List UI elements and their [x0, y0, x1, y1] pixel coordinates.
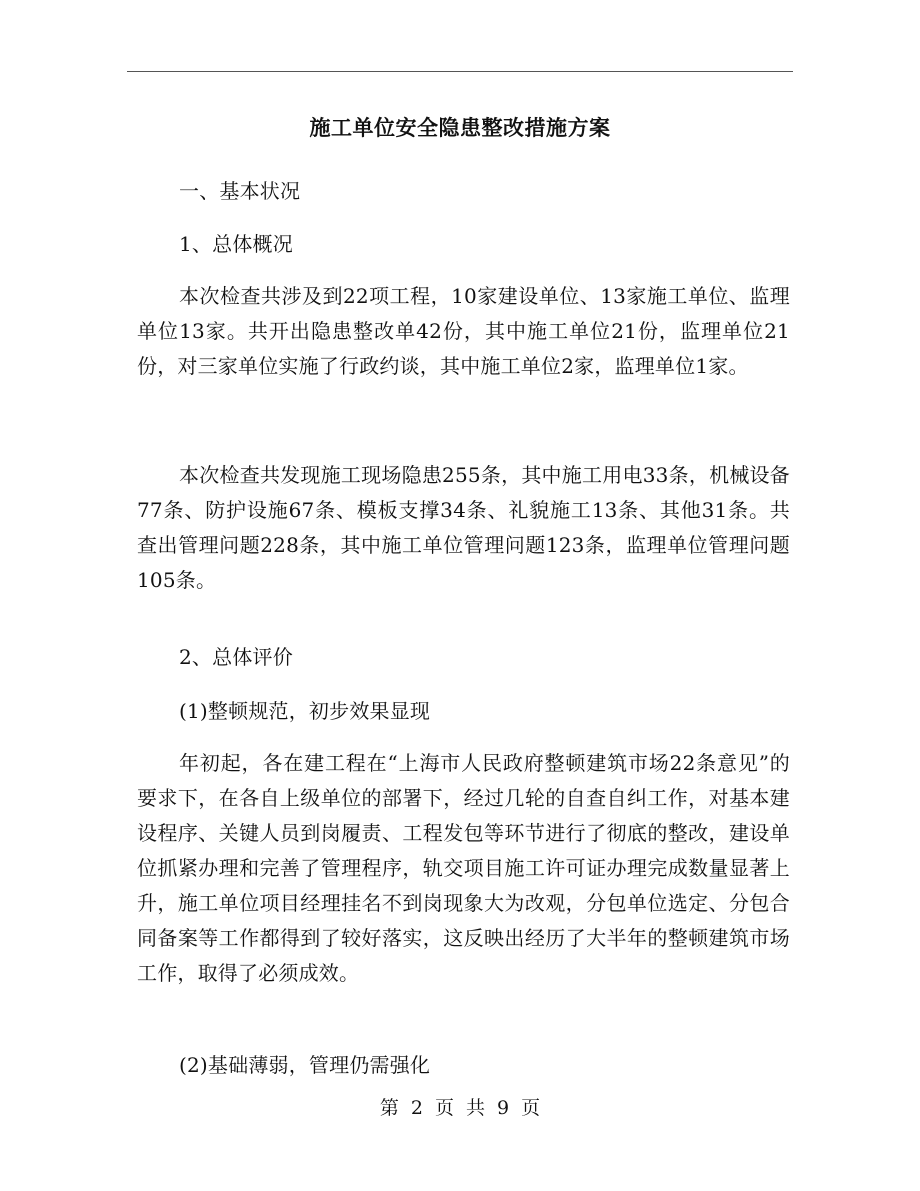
- section-heading-basic-status: 一、基本状况: [179, 179, 301, 203]
- point-heading-rectification: (1)整顿规范，初步效果显现: [179, 699, 431, 723]
- paragraph-hazards-found: 本次检查共发现施工现场隐患255条，其中施工用电33条，机械设备77条、防护设施67条、模板支撑34条、礼貌施工13条、其他31条。共查出管理问题228条，其中施工单位管理问题123条，监理单位管理问题105条。: [137, 463, 790, 592]
- subheading-overall-overview: 1、总体概况: [179, 232, 293, 256]
- point-heading-weak-foundation: (2)基础薄弱，管理仍需强化: [179, 1053, 431, 1077]
- paragraph-inspection-scope: 本次检查共涉及到22项工程，10家建设单位、13家施工单位、监理单位13家。共开出隐患整改单42份，其中施工单位21份，监理单位21份，对三家单位实施了行政约谈，其中施工单位2家，监理单位1家。: [137, 284, 790, 378]
- paragraph-rectification-results: 年初起，各在建工程在“上海市人民政府整顿建筑市场22条意见”的要求下，在各自上级单位的部署下，经过几轮的自查自纠工作，对基本建设程序、关键人员到岗履责、工程发包等环节进行了彻底的整改，建设单位抓紧办理和完善了管理程序，轨交项目施工许可证办理完成数量显著上升，施工单位项目经理挂名不到岗现象大为改观，分包单位选定、分包合同备案等工作都得到了较好落实，这反映出经历了大半年的整顿建筑市场工作，取得了必须成效。: [137, 751, 790, 985]
- document-title: 施工单位安全隐患整改措施方案: [309, 115, 611, 140]
- header-rule: [127, 71, 793, 72]
- page-number-footer: 第 2 页 共 9 页: [379, 1097, 541, 1119]
- subheading-overall-evaluation: 2、总体评价: [179, 645, 293, 669]
